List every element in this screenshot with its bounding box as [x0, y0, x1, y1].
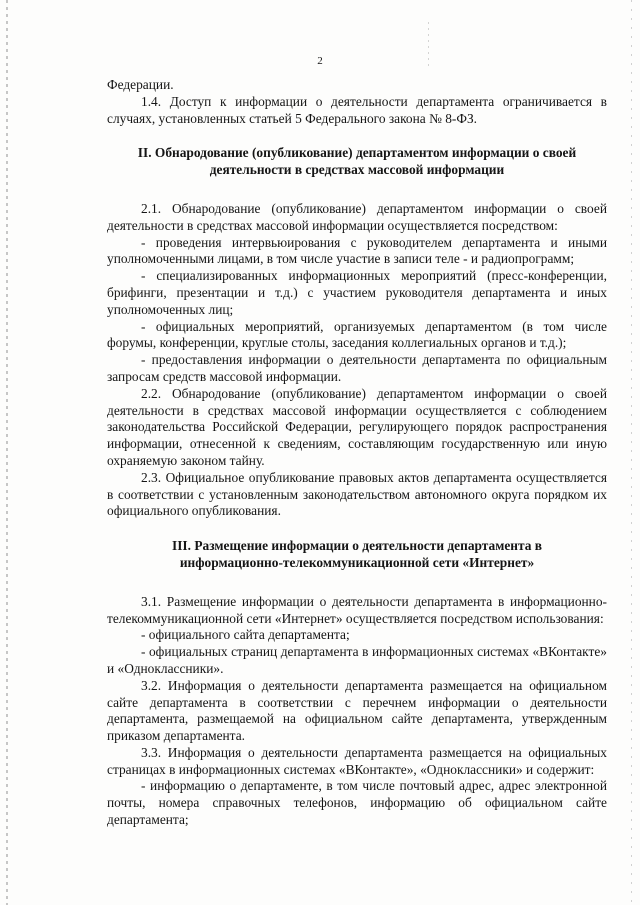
list-item: - предоставления информации о деятельности департамента по официальным запросам средств массовой информации. [107, 352, 607, 384]
list-item: - официальных мероприятий, организуемых департаментом (в том числе форумы, конференции, круглые столы, заседания коллегиальных органов и т.д.); [107, 318, 607, 351]
section-3-heading [107, 538, 607, 572]
paragraph-3-2: 3.2. Информация о деятельности департамента размещается на официальном сайте департамента в соответствии с перечнем информации о деятельности департамента, размещаемой на официальном сайте департамента, утвержденным приказом департамента. [107, 677, 607, 744]
paragraph-3-3: 3.3. Информация о деятельности департамента размещается на официальных страницах в информационных системах «ВКонтакте», «Одноклассники» и содержит: [107, 744, 607, 777]
page-number: 2 [317, 55, 323, 67]
paragraph-1-4: 1.4. Доступ к информации о деятельности департамента ограничивается в случаях, установленных статьей 5 Федерального закона № 8-ФЗ. [107, 93, 607, 126]
paragraph-3-1: 3.1. Размещение информации о деятельности департамента в информационно-телекоммуникационной сети «Интернет» осуществляется посредством использования: [107, 593, 607, 626]
list-item: - официальных страниц департамента в информационных системах «ВКонтакте» и «Одноклассники». [107, 644, 607, 676]
list-item: - официального сайта департамента; [141, 627, 350, 643]
section-2-heading [107, 145, 607, 179]
document-body [107, 77, 607, 829]
section-2-heading-line2: деятельности в средствах массовой информации [209, 162, 505, 178]
paragraph-2-1: 2.1. Обнародование (опубликование) департаментом информации о своей деятельности в средствах массовой информации осуществляется посредством: [107, 200, 607, 233]
section-2-heading-line1: II. Обнародование (опубликование) департаментом информации о своей [137, 145, 577, 161]
paragraph-2-3: 2.3. Официальное опубликование правовых актов департамента осуществляется в соответствии с установленным законодательством автономного округа порядком их официального опубликования. [107, 469, 607, 519]
list-item: - специализированных информационных мероприятий (пресс-конференции, брифинги, презентации и т.д.) с участием руководителя департамента и иных уполномоченных лиц; [107, 268, 607, 317]
scan-edge-left [6, 0, 8, 905]
continuation-text: Федерации. [107, 77, 174, 92]
paragraph-2-2: 2.2. Обнародование (опубликование) департаментом информации о своей деятельности в средствах массовой информации осуществляется с соблюдением законодательства Российской Федерации, регулирующего порядок распространения информации, отнесенной к сведениям, составляющим государственную или иную охраняемую законом тайну. [107, 385, 607, 468]
section-3-heading-line2: информационно-телекоммуникационной сети «Интернет» [179, 554, 535, 570]
scan-edge-right [631, 0, 632, 905]
list-item: - информацию о департаменте, в том числе почтовый адрес, адрес электронной почты, номера справочных телефонов, информацию об официальном сайте департамента; [107, 778, 607, 828]
list-item: - проведения интервьюирования с руководителем департамента и иными уполномоченными лицами, в том числе участие в записи теле - и радиопрограмм; [107, 234, 607, 267]
section-3-heading-line1: III. Размещение информации о деятельности департамента в [171, 538, 543, 554]
